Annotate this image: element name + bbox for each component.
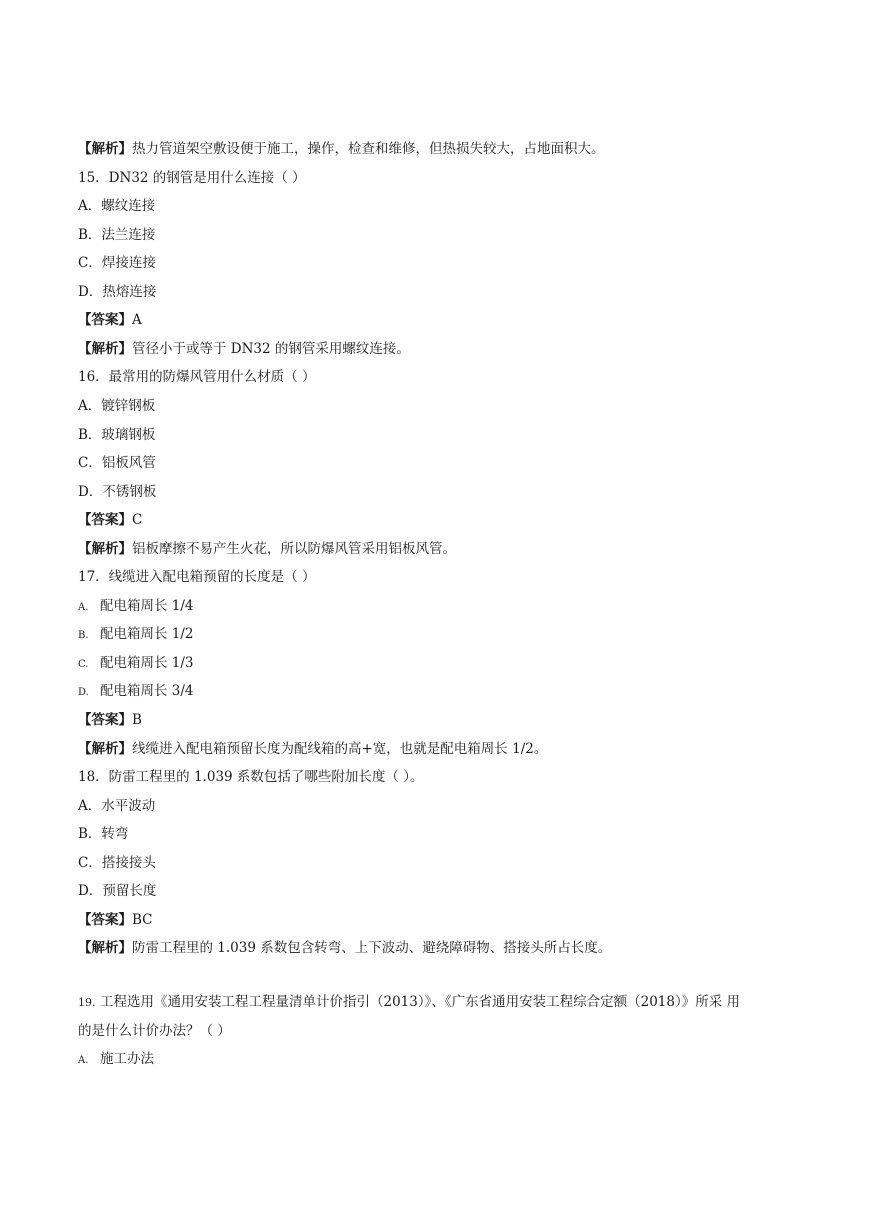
- question-line: [78, 993, 740, 1012]
- option-line: [78, 854, 156, 872]
- question-number: 19.: [78, 996, 96, 1009]
- question-continuation: 的是什么计价办法？（ ）: [78, 1023, 231, 1039]
- option-letter: A.: [78, 601, 89, 613]
- option-letter: D.: [78, 687, 89, 699]
- option-letter: A．: [78, 198, 102, 215]
- option-text: 螺纹连接: [101, 198, 156, 215]
- option-text: 配电箱周长 1/3: [100, 654, 194, 671]
- option-letter: D．: [78, 283, 103, 300]
- option-text: 配电箱周长 1/4: [100, 597, 194, 614]
- analysis-line: [78, 540, 456, 558]
- answer-line: [78, 711, 142, 729]
- option-text: 镀锌钢板: [101, 397, 156, 414]
- option-letter: C．: [78, 455, 102, 472]
- option-line: [78, 483, 156, 501]
- answer-line: [78, 311, 142, 329]
- answer-tag: 【答案】: [78, 712, 132, 728]
- question-text: 工程选用《通用安装工程工程量清单计价指引（2013）》、《广东省通用安装工程综合定额（2018）》所采 用: [100, 994, 741, 1010]
- option-text: 配电箱周长 3/4: [100, 683, 194, 700]
- option-letter: B．: [78, 826, 102, 843]
- answer-line: [78, 911, 153, 929]
- option-text: 水平波动: [101, 797, 156, 814]
- option-text: 玻璃钢板: [101, 426, 156, 443]
- option-line: [78, 882, 156, 900]
- option-line: [78, 797, 155, 815]
- analysis-tag: 【解析】: [78, 940, 132, 957]
- option-text: 转弯: [101, 826, 129, 843]
- answer-line: [78, 511, 142, 529]
- analysis-tag: 【解析】: [78, 340, 132, 357]
- analysis-text: 管径小于或等于 DN32 的钢管采用螺纹连接。: [132, 340, 410, 357]
- question-line: 15．DN32 的钢管是用什么连接（ ）: [78, 169, 306, 186]
- analysis-line: [78, 740, 547, 758]
- analysis-line: [78, 140, 605, 158]
- answer-text: B: [132, 712, 142, 728]
- question-line: 18．防雷工程里的 1.039 系数包括了哪些附加长度（ ）。: [78, 769, 424, 786]
- analysis-line: [78, 939, 611, 957]
- option-text: 铝板风管: [101, 455, 156, 472]
- option-text: 施工办法: [100, 1051, 154, 1067]
- analysis-tag: 【解析】: [78, 141, 132, 157]
- option-line: [78, 197, 155, 215]
- answer-tag: 【答案】: [78, 512, 132, 529]
- option-letter: A．: [78, 397, 102, 414]
- option-letter: D．: [78, 883, 103, 900]
- option-text: 配电箱周长 1/2: [100, 626, 194, 643]
- option-letter: B．: [78, 426, 102, 443]
- option-text: 不锈钢板: [102, 483, 157, 500]
- option-text: 焊接连接: [101, 255, 156, 272]
- option-letter: A.: [78, 1055, 89, 1066]
- option-text: 搭接接头: [101, 854, 156, 871]
- option-letter: B．: [78, 226, 102, 243]
- answer-text: C: [132, 512, 143, 529]
- analysis-text: 热力管道架空敷设便于施工，操作，检查和维修，但热损失较大，占地面积大。: [132, 141, 605, 157]
- question-line: 17．线缆进入配电箱预留的长度是（ ）: [78, 569, 316, 586]
- option-line: [78, 283, 156, 301]
- option-line: [78, 454, 156, 472]
- option-letter: A．: [78, 797, 102, 814]
- option-text: 热熔连接: [102, 283, 157, 300]
- option-line: [78, 825, 128, 843]
- option-line: [78, 654, 194, 674]
- option-line: [78, 1050, 154, 1070]
- option-letter: C.: [78, 658, 89, 670]
- analysis-text: 铝板摩擦不易产生火花，所以防爆风管采用铝板风管。: [132, 540, 456, 557]
- answer-text: BC: [132, 911, 153, 928]
- option-text: 预留长度: [102, 883, 157, 900]
- option-line: [78, 254, 156, 272]
- analysis-line: [78, 340, 410, 358]
- option-letter: B.: [78, 630, 89, 642]
- option-letter: C．: [78, 255, 102, 272]
- option-line: [78, 682, 194, 702]
- answer-text: A: [132, 312, 142, 329]
- option-text: 法兰连接: [101, 226, 156, 243]
- option-line: [78, 625, 194, 645]
- option-line: [78, 597, 194, 617]
- option-line: [78, 426, 155, 444]
- analysis-text: 防雷工程里的 1.039 系数包含转弯、上下波动、避绕障碍物、搭接头所占长度。: [132, 940, 612, 957]
- option-line: [78, 226, 155, 244]
- option-line: [78, 397, 155, 415]
- analysis-tag: 【解析】: [78, 740, 132, 757]
- answer-tag: 【答案】: [78, 911, 132, 928]
- question-line: 16．最常用的防爆风管用什么材质（ ）: [78, 369, 316, 386]
- analysis-text: 线缆进入配电箱预留长度为配线箱的高+宽，也就是配电箱周长 1/2。: [132, 740, 548, 757]
- option-letter: C．: [78, 854, 102, 871]
- analysis-tag: 【解析】: [78, 540, 132, 557]
- option-letter: D．: [78, 483, 103, 500]
- answer-tag: 【答案】: [78, 312, 132, 329]
